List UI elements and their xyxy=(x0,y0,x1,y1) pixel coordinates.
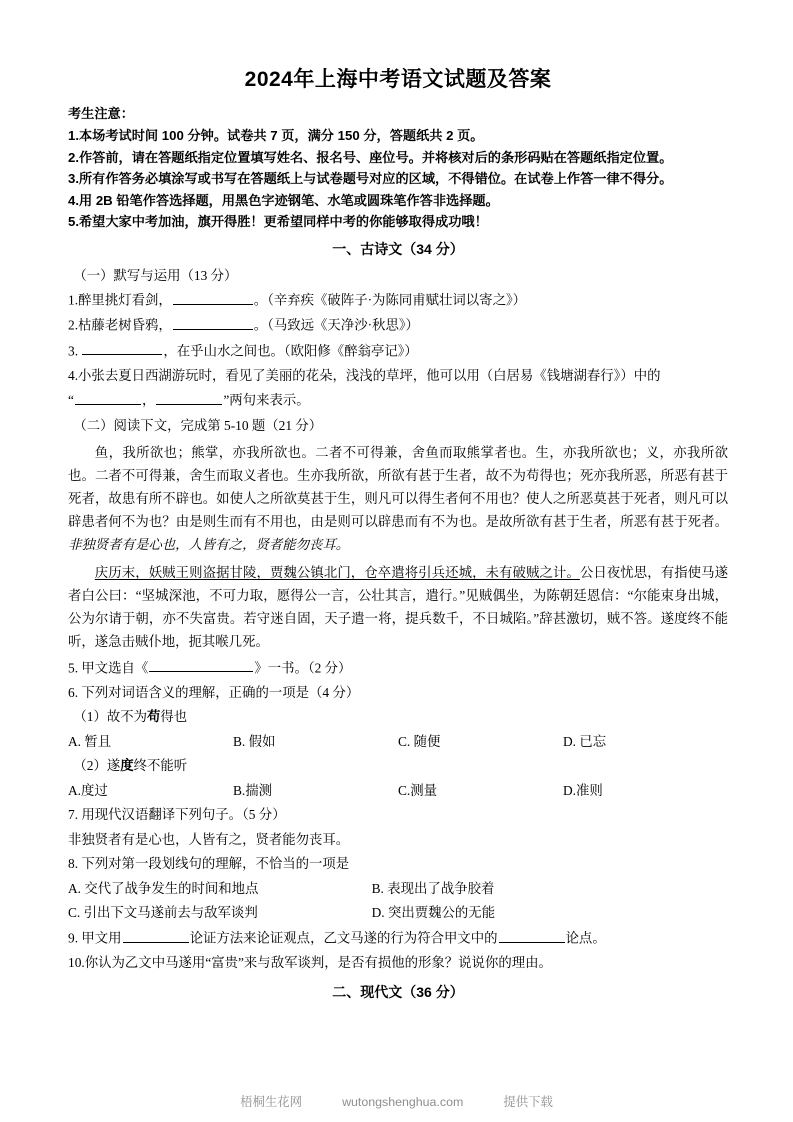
question-2 xyxy=(68,313,728,338)
question-6-sub2-stem xyxy=(68,754,728,779)
question-7-sentence: 非独贤者有是心也，人皆有之，贤者能勿丧耳。 xyxy=(68,831,350,847)
question-10-stem: 10.你认为乙文中马遂用“富贵”来与敌军谈判，是否有损他的形象？说说你的理由。 xyxy=(68,955,552,970)
question-9-prefix: 9. 甲文用 xyxy=(68,930,122,946)
option-d[interactable]: D.准则 xyxy=(563,782,603,798)
passage-b-underlined-clause: 庆历末，妖贼王则盗据甘陵，贾魏公镇北门，仓卒遣将引兵还城，未有破贼之计。 xyxy=(94,564,580,580)
question-6-sub2-suffix: 终不能听 xyxy=(133,758,188,774)
notice-heading: 考生注意： xyxy=(68,106,134,122)
candidate-notice-block xyxy=(68,103,728,232)
passage-b-paragraph xyxy=(68,558,728,655)
question-8-options-row-2 xyxy=(68,901,728,926)
answer-blank-q5[interactable] xyxy=(149,659,253,673)
answer-blank-q4a[interactable] xyxy=(75,391,141,405)
answer-blank-q9b[interactable] xyxy=(499,929,565,943)
question-9-middle: 论证方法来论证观点，乙文马遂的行为符合甲文中的 xyxy=(189,930,498,946)
footer-action: 提供下载 xyxy=(503,1095,553,1109)
question-8-stem: 8. 下列对第一段划线句的理解，不恰当的一项是 xyxy=(68,856,350,872)
option-b[interactable]: B.揣测 xyxy=(233,782,273,798)
option-a[interactable]: A. 暂且 xyxy=(68,733,112,749)
question-6-sub1-stem xyxy=(68,705,728,730)
document-content xyxy=(68,0,728,1007)
footer-watermark xyxy=(0,1092,793,1110)
question-4-quote-open: “ xyxy=(68,393,74,409)
subsection-heading-dictation: （一）默写与运用（13 分） xyxy=(73,267,238,283)
answer-blank-q9a[interactable] xyxy=(123,929,189,943)
option-d[interactable]: D. 突出贾魏公的无能 xyxy=(371,905,496,921)
notice-item-4: 4.用 2B 铅笔作答选择题，用黑色字迹钢笔、水笔或圆珠笔作答非选择题。 xyxy=(68,192,499,208)
question-6-sub2-prefix: （2）遂 xyxy=(73,758,121,774)
notice-item-2: 2.作答前，请在答题纸指定位置填写姓名、报名号、座位号。并将核对后的条形码贴在答题纸指定位置。 xyxy=(68,149,673,165)
footer-site-name: 梧桐生花网 xyxy=(240,1095,303,1109)
passage-a-body: 鱼，我所欲也；熊掌，亦我所欲也。二者不可得兼，舍鱼而取熊掌者也。生，亦我所欲也；义，亦我所欲也。二者不可得兼，舍生而取义者也。生亦我所欲，所欲有甚于生者，故不为苟得也；死亦我所恶，所恶有甚于死者，故患有所不辟也。如使人之所欲莫甚于生，则凡可以得生者何不用也？使人之所恶莫甚于死者，则凡可以辟患者何不为也？由是则生而有不用也，由是则可以辟患而有不为也。是故所欲有甚于生者，所恶有甚于死者。 xyxy=(68,444,728,529)
footer-url: wutongshenghua.com xyxy=(342,1095,464,1109)
notice-item-5: 5.希望大家中考加油，旗开得胜！更希望同样中考的你能够取得成功哦！ xyxy=(68,214,488,230)
passage-b-body: 公日夜忧思，有指使马遂者白公曰：“坚城深池，不可力取，愿得公一言，公壮其言，遣行。”见贼偶坐，为陈朝廷恩信：“尔能束身出城，公为尔请于朝，亦不失富贵。若守迷自固，天子遣一将，提兵数千，不日城陷。”辞甚激切，贼不答。遂度终不能听，遂急击贼仆地，扼其喉几死。 xyxy=(68,564,729,650)
question-4-quote-close: ”两句来表示。 xyxy=(223,393,310,409)
question-2-prefix: 2.枯藤老树昏鸦， xyxy=(68,318,172,334)
answer-blank-q4b[interactable] xyxy=(156,391,222,405)
question-5 xyxy=(68,656,728,681)
question-6-sub2-options xyxy=(68,779,728,804)
page-title: 2024年上海中考语文试题及答案 xyxy=(244,68,552,91)
answer-blank-q2[interactable] xyxy=(173,316,253,330)
question-5-prefix: 5. 甲文选自《 xyxy=(68,660,149,676)
question-2-suffix: 。（马致远《天净沙·秋思》） xyxy=(253,318,419,334)
question-1 xyxy=(68,288,728,313)
question-9-suffix: 论点。 xyxy=(565,930,606,946)
question-6-sub2-keyword: 度 xyxy=(120,758,134,774)
option-c[interactable]: C.测量 xyxy=(398,782,438,798)
question-7-stem: 7. 用现代汉语翻译下列句子。（5 分） xyxy=(68,807,286,823)
option-b[interactable]: B. 表现出了战争胶着 xyxy=(371,880,495,896)
option-c[interactable]: C. 引出下文马遂前去与敌军谈判 xyxy=(68,905,258,921)
question-3-suffix: ，在乎山水之间也。（欧阳修《醉翁亭记》） xyxy=(163,343,418,359)
passage-a-paragraph-1 xyxy=(68,438,728,558)
notice-item-1: 1.本场考试时间 100 分钟。试卷共 7 页，满分 150 分，答题纸共 2 页。 xyxy=(68,128,484,144)
question-3-prefix: 3. xyxy=(68,343,79,359)
passage-a-italic-clause: 非独贤者有是心也，人皆有之，贤者能勿丧耳。 xyxy=(68,536,350,552)
option-a[interactable]: A.度过 xyxy=(68,782,108,798)
question-4: 4.小张去夏日西湖游玩时，看见了美丽的花朵，浅浅的草坪，他可以用（白居易《钱塘湖春行》）中的 xyxy=(68,367,661,383)
option-c[interactable]: C. 随便 xyxy=(398,733,441,749)
question-8-options-row-1 xyxy=(68,877,728,902)
question-6-sub1-options xyxy=(68,730,728,755)
option-b[interactable]: B. 假如 xyxy=(233,733,276,749)
section-heading-modern: 二、现代文（36 分） xyxy=(332,983,464,1000)
question-5-suffix: 》一书。（2 分） xyxy=(254,660,352,676)
option-d[interactable]: D. 已忘 xyxy=(563,733,607,749)
question-3 xyxy=(68,339,728,364)
question-1-suffix: 。（辛弃疾《破阵子·为陈同甫赋壮词以寄之》） xyxy=(253,292,527,308)
option-a[interactable]: A. 交代了战争发生的时间和地点 xyxy=(68,880,259,896)
section-heading-classical: 一、古诗文（34 分） xyxy=(332,240,464,257)
question-4-blanks xyxy=(68,388,728,413)
question-6-sub1-keyword: 苟 xyxy=(147,709,161,725)
question-9 xyxy=(68,926,728,951)
question-6-stem: 6. 下列对词语含义的理解，正确的一项是（4 分） xyxy=(68,684,360,700)
question-6-sub1-prefix: （1）故不为 xyxy=(73,709,148,725)
answer-blank-q1[interactable] xyxy=(173,291,253,305)
question-1-prefix: 1.醉里挑灯看剑， xyxy=(68,292,172,308)
notice-item-3: 3.所有作答务必填涂写或书写在答题纸上与试卷题号对应的区域，不得错位。在试卷上作答一律不得分。 xyxy=(68,171,673,187)
answer-blank-q3[interactable] xyxy=(82,342,162,356)
question-6-sub1-suffix: 得也 xyxy=(160,709,188,725)
subsection-heading-reading: （二）阅读下文，完成第 5-10 题（21 分） xyxy=(73,417,323,433)
question-4-comma: ， xyxy=(141,393,156,409)
